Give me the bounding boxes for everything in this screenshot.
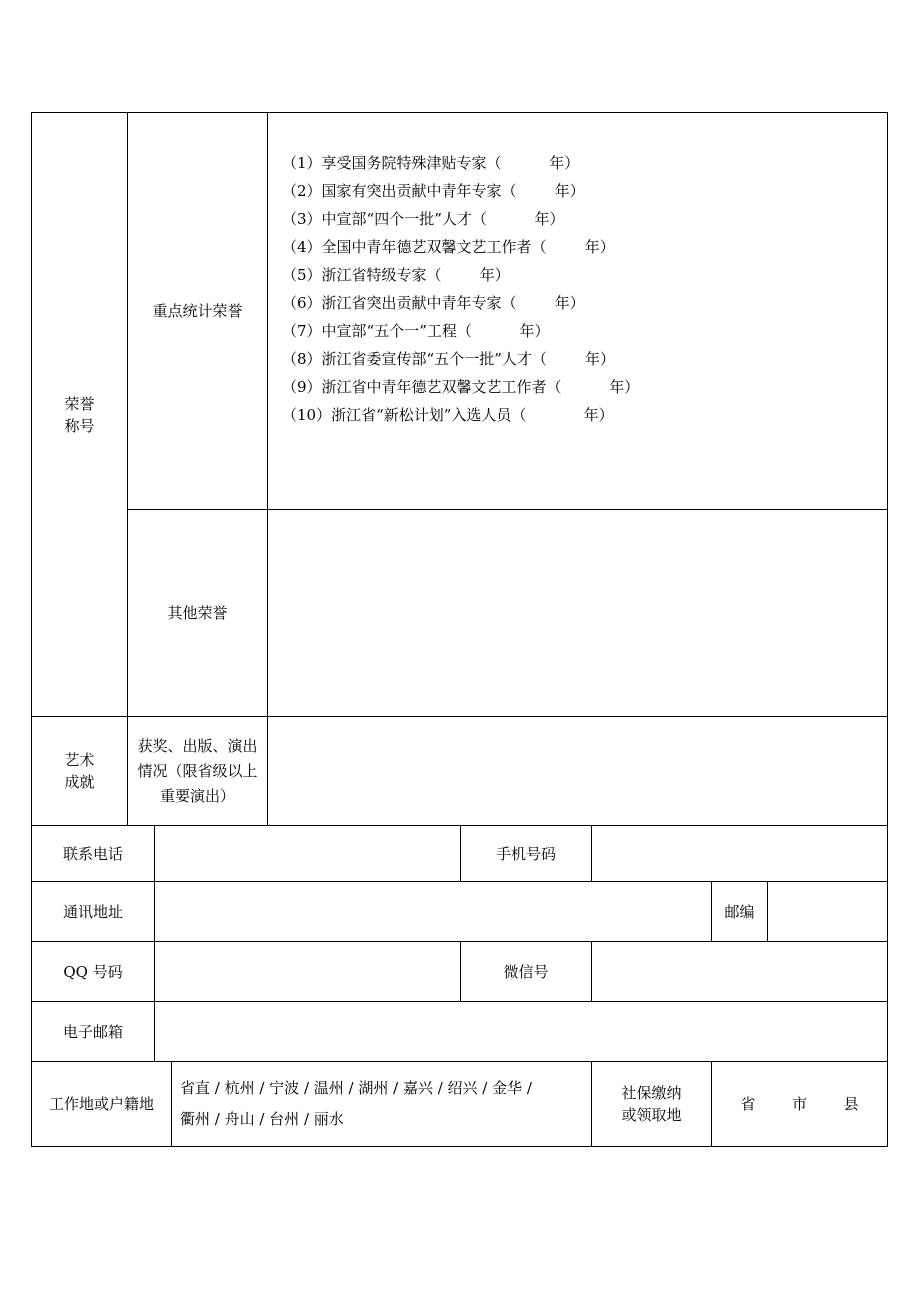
work-regions [172, 1073, 540, 1135]
honor-item[interactable]: （9）浙江省中青年德艺双馨文艺工作者（ 年） [282, 378, 640, 396]
email-input[interactable] [154, 1001, 888, 1062]
social-location-fields [712, 1093, 887, 1115]
wechat-input[interactable] [591, 941, 888, 1002]
achievement-sub-line2: 情况（限省级以上 [137, 761, 258, 780]
achievement-sub-label [127, 716, 268, 826]
postcode-label [711, 881, 768, 942]
regions-line2[interactable]: 衢州 / 舟山 / 台州 / 丽水 [180, 1110, 344, 1128]
honor-item[interactable]: （4）全国中青年德艺双馨文艺工作者（ 年） [282, 238, 615, 256]
mobile-label [460, 825, 592, 882]
honor-item[interactable]: （1）享受国务院特殊津贴专家（ 年） [282, 154, 580, 172]
honor-item[interactable]: （3）中宣部“四个一批”人才（ 年） [282, 210, 565, 228]
wechat-label-text: 微信号 [503, 962, 549, 981]
address-label [31, 881, 155, 942]
qq-label-text: QQ 号码 [63, 962, 123, 981]
social-security-label [591, 1061, 712, 1147]
other-honors-label-text: 其他荣誉 [167, 604, 228, 622]
mobile-input[interactable] [591, 825, 888, 882]
social-label-line1: 社保缴纳 [621, 1084, 682, 1102]
other-honors-input[interactable] [267, 509, 888, 717]
other-honors-label [127, 509, 268, 717]
honors-label-line1: 荣誉 [64, 394, 95, 413]
mobile-label-text: 手机号码 [495, 844, 556, 863]
honor-item[interactable]: （2）国家有突出贡献中青年专家（ 年） [282, 182, 585, 200]
wechat-label [460, 941, 592, 1002]
achievement-label-line1: 艺术 [64, 751, 95, 769]
honor-item[interactable]: （7）中宣部“五个一”工程（ 年） [282, 322, 550, 340]
honor-item[interactable]: （6）浙江省突出贡献中青年专家（ 年） [282, 294, 585, 312]
honor-item[interactable]: （10）浙江省“新松计划”入选人员（ 年） [282, 406, 614, 424]
key-honors-label [127, 112, 268, 510]
achievement-label-line2: 成就 [64, 773, 95, 791]
work-regions-cell[interactable] [171, 1061, 592, 1147]
address-input[interactable] [154, 881, 712, 942]
honor-item[interactable]: （5）浙江省特级专家（ 年） [282, 266, 510, 284]
postcode-label-text: 邮编 [724, 902, 755, 921]
province-label: 省 [740, 1095, 756, 1113]
social-label-line2: 或领取地 [621, 1106, 682, 1124]
phone-label [31, 825, 155, 882]
city-label: 市 [791, 1095, 807, 1113]
achievement-sub-line3: 重要演出） [159, 786, 235, 805]
key-honors-list-cell[interactable] [267, 112, 888, 510]
qq-label [31, 941, 155, 1002]
achievement-section-label [31, 716, 128, 826]
phone-input[interactable] [154, 825, 461, 882]
email-label-text: 电子邮箱 [62, 1022, 123, 1041]
county-label: 县 [843, 1095, 859, 1113]
registration-form-table [31, 112, 888, 1147]
regions-line1[interactable]: 省直 / 杭州 / 宁波 / 温州 / 湖州 / 嘉兴 / 绍兴 / 金华 / [180, 1079, 532, 1097]
social-security-location-input[interactable] [711, 1061, 888, 1147]
qq-input[interactable] [154, 941, 461, 1002]
address-label-text: 通讯地址 [62, 902, 123, 921]
honors-section-label [31, 112, 128, 717]
key-honors-label-text: 重点统计荣誉 [152, 302, 243, 320]
honor-item[interactable]: （8）浙江省委宣传部“五个一批”人才（ 年） [282, 350, 616, 368]
achievement-input[interactable] [267, 716, 888, 826]
phone-label-text: 联系电话 [62, 844, 123, 863]
honors-label-line2: 称号 [64, 416, 95, 435]
work-location-label [31, 1061, 172, 1147]
achievement-sub-line1: 获奖、出版、演出 [137, 736, 258, 755]
postcode-input[interactable] [767, 881, 888, 942]
email-label [31, 1001, 155, 1062]
work-location-label-text: 工作地或户籍地 [48, 1095, 154, 1113]
key-honors-list [268, 113, 639, 429]
